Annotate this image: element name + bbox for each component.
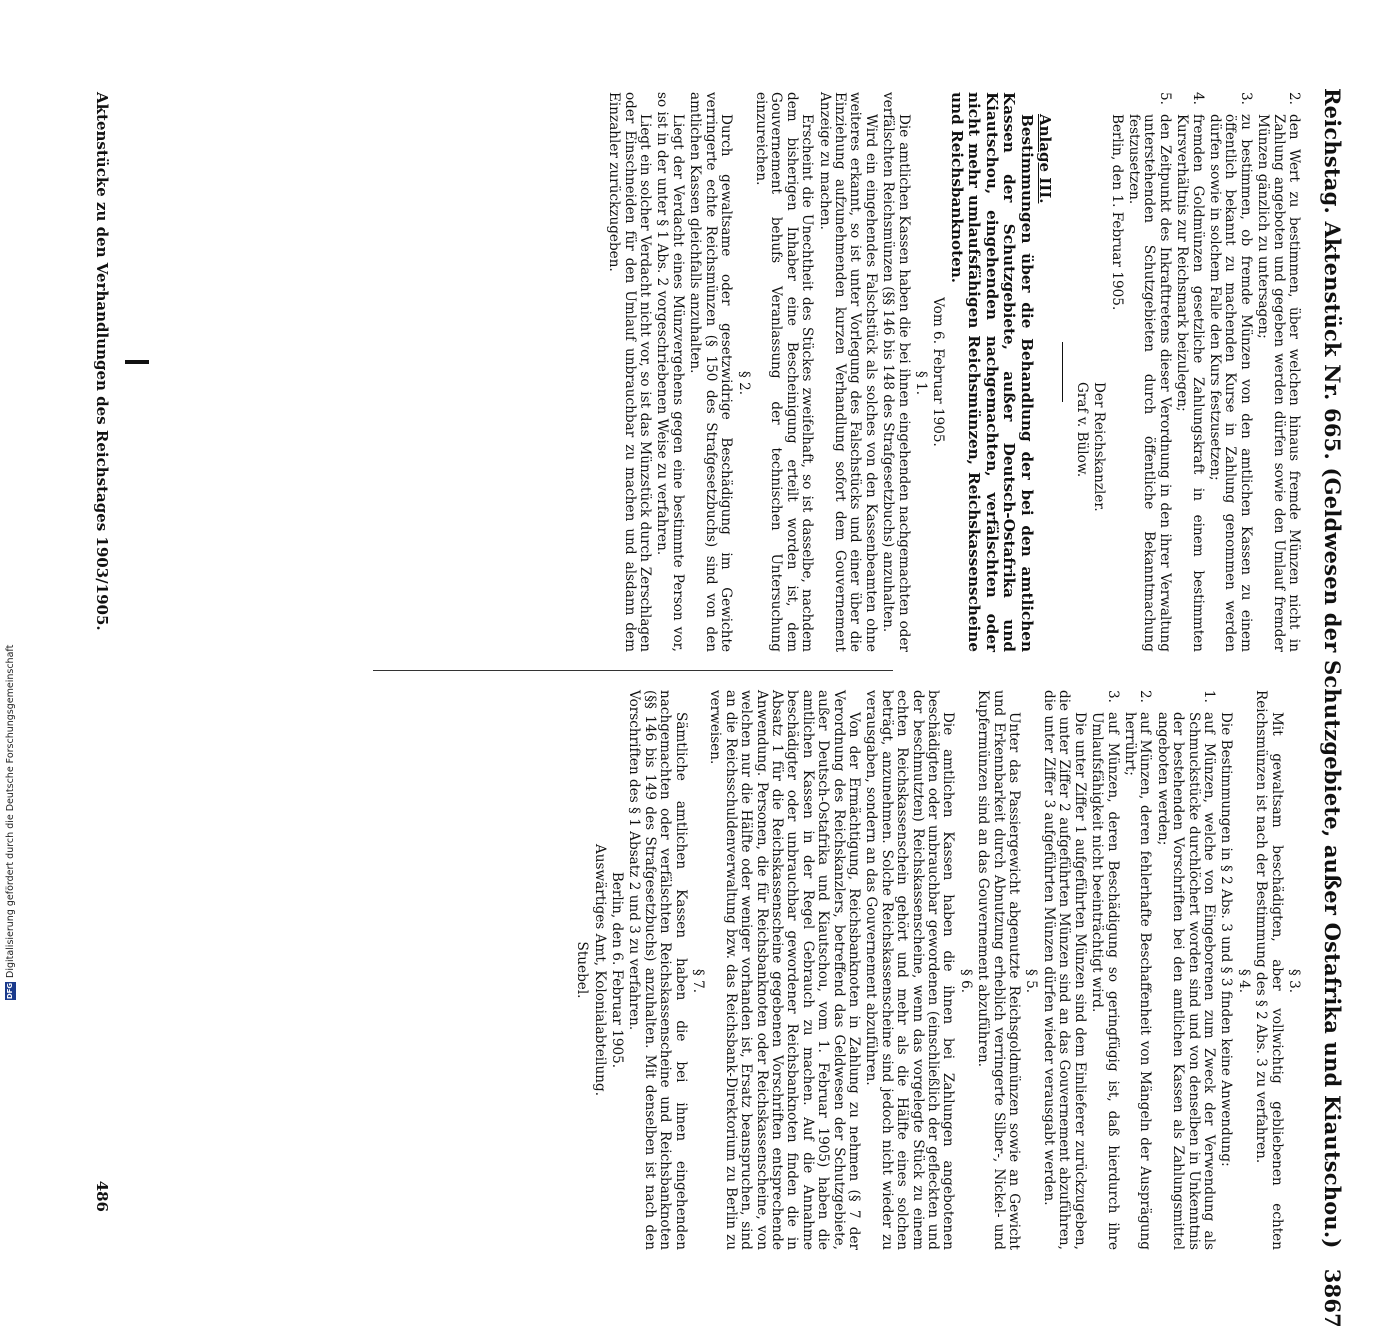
right-column xyxy=(572,690,1301,1250)
section-heading: § 1. xyxy=(913,370,929,396)
office-line: Auswärtiges Amt, Kolonialabteilung. xyxy=(591,843,608,1097)
paragraph: Die Bestimmungen in § 2 Abs. 3 und § 3 finden keine Anwendung: xyxy=(1218,712,1235,1167)
section-heading: § 7. xyxy=(689,968,706,994)
date-line: Berlin, den 1. Februar 1905. xyxy=(1108,114,1125,311)
digitization-credit xyxy=(0,602,20,1000)
numbered-list xyxy=(1089,690,1216,1250)
signature-title: Der Reichskanzler. xyxy=(1091,382,1108,512)
paragraph: Durch gewaltsame oder gesetzwidrige Beschädigung im Gewichte verringerte echte Reichsmünzen (§ 150 des Strafgesetzbuchs) sind von den amtlichen Kassen gleichfalls anzuhalten. xyxy=(687,92,735,652)
section-heading: § 3. xyxy=(1286,968,1302,994)
numbered-list xyxy=(1126,92,1301,652)
section-heading: § 6. xyxy=(957,968,974,994)
paragraph: Liegt der Verdacht eines Münzvergehens gegen eine bestimmte Person vor, so ist in der unter § 1 Abs. 2 vorgeschriebenen Weise zu verfahren. xyxy=(654,92,686,652)
anlage-heading: Anlage III. xyxy=(1036,114,1055,204)
credit-text: Digitalisierung gefördert durch die Deutsche Forschungsgemeinschaft xyxy=(4,644,16,978)
list-item: 4. fremden Goldmünzen gesetzliche Zahlungskraft in einem bestimmten Kursverhältnis zur Reichsmark beizulegen; xyxy=(1174,92,1206,652)
page-footer xyxy=(93,92,111,1212)
paragraph: Wird ein eingehendes Falschstück als solches von den Kassenbeamten ohne weiteres erkannt, so ist unter Vorlegung des Falschstücks und einer über die Einziehung aufzunehmenden kurzen Verhandlung sofort dem Gouvernement Anzeige zu machen. xyxy=(816,92,879,652)
section-heading: § 4. xyxy=(1235,968,1252,994)
list-item: 1. auf Münzen, welche von Eingeborenen zum Zweck der Verwendung als Schmuckstücke durchlöchert worden sind und von denselben in Unkenntnis der bestehenden Vorschriften bei den amtlichen Kassen als Zahlungsmittel angeboten werden; xyxy=(1154,690,1217,1250)
section-heading: § 5. xyxy=(1023,968,1040,994)
footer-title: Aktenstücke zu den Verhandlungen des Reichstages 1903/1905. xyxy=(93,92,111,631)
paragraph: Sämtliche amtlichen Kassen haben die bei ihnen eingehenden nachgemachten oder verfälschten Reichskassenscheine und Reichsbanknoten (§§ 146 bis 149 des Strafgesetzbuchs) anzuhalten. Mit denselben ist nach den Vorschriften des § 1 Absatz 2 und 3 zu verfahren. xyxy=(626,690,689,1250)
list-item: 5. den Zeitpunkt des Inkrafttretens dieser Verordnung in den ihrer Verwaltung unterstehenden Schutzgebieten durch öffentliche Bekanntmachung festzusetzen. xyxy=(1125,92,1173,652)
list-item: 3. auf Münzen, deren Beschädigung so geringfügig ist, daß hierdurch ihre Umlaufsfähigkeit nicht beeinträchtigt wird. xyxy=(1089,690,1121,1250)
header-title: Reichstag. Aktenstück Nr. 665. (Geldwesen der Schutzgebiete, außer Ostafrika und Kiautschou.) xyxy=(1320,88,1345,1249)
column-divider xyxy=(373,670,893,671)
paragraph: Die unter Ziffer 1 aufgeführten Münzen sind dem Einlieferer zurückzugeben, die unter Ziffer 2 aufgeführten Münzen sind an das Gouvernement abzuführen, die unter Ziffer 3 aufgeführten Münzen dürfen wieder verausgabt werden. xyxy=(1040,690,1088,1250)
list-item: 3. zu bestimmen, ob fremde Münzen von den amtlichen Kassen zu einem öffentlich bekannt zu machenden Kurse in Zahlung genommen werden dürfen sowie in solchem Falle den Kurs festzusetzen; xyxy=(1206,92,1254,652)
document-title: Bestimmungen über die Behandlung der bei den amtlichen Kassen der Schutzgebiete, außer Deutsch-Ostafrika und Kiautschou, eingehenden nachgemachten, verfälschten oder nicht mehr umlaufsfähigen Reichsmünzen, Reichskassenscheine und Reichsbanknoten. xyxy=(947,92,1036,652)
left-column xyxy=(604,92,1301,652)
paragraph: Erscheint die Unechtheit des Stückes zweifelhaft, so ist dasselbe, nachdem dem bisherigen Inhaber eine Bescheinigung erteilt worden ist, dem Gouvernement behufs Veranlassung der technischen Untersuchung einzureichen. xyxy=(752,92,816,652)
paragraph: Die amtlichen Kassen haben die ihnen bei Zahlungen angebotenen beschädigten oder unbrauchbar gewordenen (einschließlich der gefleckten und der beschmutzten) Reichskassenscheine, wenn das vorgelegte Stück zu einem echten Reichskassenschein gehört und mehr als die Hälfte eines solchen beträgt, anzunehmen. Solche Reichskassenscheine sind jedoch nicht wieder zu verausgaben, sondern an das Gouvernement abzuführen. xyxy=(863,690,957,1250)
list-item: 2. auf Münzen, deren fehlerhafte Beschaffenheit von Mängeln der Ausprägung herrührt; xyxy=(1121,690,1154,1250)
list-item: 2. den Wert zu bestimmen, über welchen hinaus fremde Münzen nicht in Zahlung angeboten und gegeben werden dürfen sowie den Umlauf fremder Münzen gänzlich zu untersagen; xyxy=(1255,92,1302,652)
page-tick-mark xyxy=(125,360,149,364)
section-heading: § 2. xyxy=(735,370,752,396)
footer-page-number: 486 xyxy=(93,1180,111,1212)
page-header xyxy=(1320,88,1345,1328)
signature-name: Graf v. Bülow. xyxy=(1073,382,1090,478)
title-date: Vom 6. Februar 1905. xyxy=(930,297,947,447)
paragraph: Von der Ermächtigung, Reichsbanknoten in Zahlung zu nehmen (§ 7 der Verordnung des Reichskanzlers, betreffend das Geldwesen der Schutzgebiete, außer Deutsch-Ostafrika und Kiautschou, vom 1. Februar 1905) haben die amtlichen Kassen in der Regel Gebrauch zu machen. Auf die Annahme beschädigter oder unbrauchbar gewordener Reichsbanknoten finden die in Absatz 1 für die Reichskassenscheine gegebenen Vorschriften entsprechende Anwendung. Personen, die für Reichsbanknoten oder Reichskassenscheine, von welchen nur die Hälfte oder weniger vorhanden ist, Ersatz beanspruchen, sind an die Reichsschuldenverwaltung bzw. das Reichsbank-Direktorium zu Berlin zu verweisen. xyxy=(707,690,863,1250)
paragraph: Die amtlichen Kassen haben die bei ihnen eingehenden nachgemachten oder verfälschten Reichsmünzen (§§ 146 bis 148 des Strafgesetzbuchs) anzuhalten. xyxy=(880,92,912,652)
paragraph: Liegt ein solcher Verdacht nicht vor, so ist das Münzstück durch Zerschlagen oder Einschneiden für den Umlauf unbrauchbar zu machen und alsdann dem Einzahler zurückzugeben. xyxy=(606,92,654,652)
section-rule xyxy=(1062,342,1063,402)
paragraph: Mit gewaltsam beschädigten, aber vollwichtig gebliebenen echten Reichsmünzen ist nach der Bestimmung des § 2 Abs. 3 zu verfahren. xyxy=(1253,690,1285,1250)
signature-name: Stuebel. xyxy=(574,941,591,999)
dfg-logo: DFG xyxy=(5,982,14,1000)
page-number: 3867 xyxy=(1320,1268,1345,1328)
paragraph: Unter das Passiergewicht abgenutzte Reichsgoldmünzen sowie an Gewicht und Erkennbarkeit durch Abnutzung erheblich verringerte Silber-, Nickel- und Kupfermünzen sind an das Gouvernement abzuführen. xyxy=(975,690,1023,1250)
date-line: Berlin, den 6. Februar 1905. xyxy=(608,871,625,1069)
